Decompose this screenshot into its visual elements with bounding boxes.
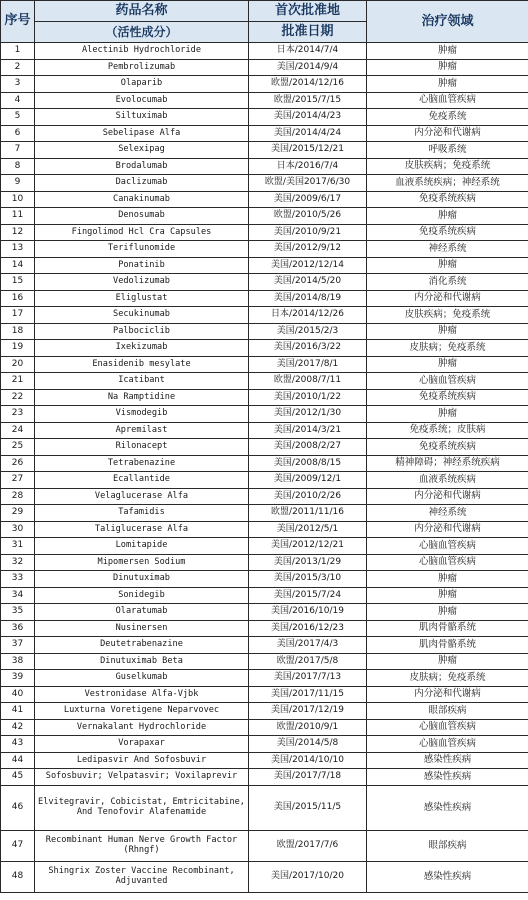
table-row — [1, 830, 528, 861]
row-index: 43 — [1, 736, 35, 753]
row-index: 13 — [1, 241, 35, 258]
approval-place-date-cell: 日本/2014/7/4 — [249, 43, 367, 60]
row-index: 27 — [1, 472, 35, 489]
table-row — [1, 406, 528, 423]
table-row — [1, 257, 528, 274]
row-index: 41 — [1, 703, 35, 720]
table-row — [1, 620, 528, 637]
drug-name-cell: Vestronidase Alfa-Vjbk — [35, 686, 249, 703]
therapeutic-area-cell: 肿瘤 — [367, 59, 528, 76]
drug-name-cell: Siltuximab — [35, 109, 249, 126]
drug-name-cell: Denosumab — [35, 208, 249, 225]
row-index: 35 — [1, 604, 35, 621]
drug-name-cell: Vedolizumab — [35, 274, 249, 291]
therapeutic-area-cell: 免疫系统疾病 — [367, 389, 528, 406]
row-index: 3 — [1, 76, 35, 93]
approval-place-date-cell: 美国/2017/4/3 — [249, 637, 367, 654]
drug-name-cell: Mipomersen Sodium — [35, 554, 249, 571]
row-index: 29 — [1, 505, 35, 522]
header-index: 序号 — [1, 1, 35, 43]
table-row — [1, 861, 528, 892]
table-row — [1, 703, 528, 720]
therapeutic-area-cell: 肌肉骨骼系统 — [367, 620, 528, 637]
drug-name-cell: Icatibant — [35, 373, 249, 390]
therapeutic-area-cell: 肿瘤 — [367, 356, 528, 373]
therapeutic-area-cell: 心脑血管疾病 — [367, 554, 528, 571]
drug-name-cell: Taliglucerase Alfa — [35, 521, 249, 538]
row-index: 23 — [1, 406, 35, 423]
approval-place-date-cell: 美国/2014/10/10 — [249, 752, 367, 769]
row-index: 19 — [1, 340, 35, 357]
row-index: 10 — [1, 191, 35, 208]
therapeutic-area-cell: 血液系统疾病 — [367, 472, 528, 489]
therapeutic-area-cell: 肌肉骨骼系统 — [367, 637, 528, 654]
row-index: 26 — [1, 455, 35, 472]
drug-name-cell: Palbociclib — [35, 323, 249, 340]
table-row — [1, 59, 528, 76]
table-row — [1, 109, 528, 126]
row-index: 8 — [1, 158, 35, 175]
therapeutic-area-cell: 免疫系统 — [367, 109, 528, 126]
row-index: 39 — [1, 670, 35, 687]
drug-name-cell: Pembrolizumab — [35, 59, 249, 76]
therapeutic-area-cell: 免疫系统；皮肤病 — [367, 422, 528, 439]
approval-place-date-cell: 美国/2010/1/22 — [249, 389, 367, 406]
therapeutic-area-cell: 内分泌和代谢病 — [367, 125, 528, 142]
drug-name-cell: Alectinib Hydrochloride — [35, 43, 249, 60]
approval-place-date-cell: 欧盟/2008/7/11 — [249, 373, 367, 390]
approval-place-date-cell: 美国/2017/8/1 — [249, 356, 367, 373]
row-index: 4 — [1, 92, 35, 109]
row-index: 5 — [1, 109, 35, 126]
approval-place-date-cell: 美国/2017/7/18 — [249, 769, 367, 786]
table-row — [1, 191, 528, 208]
therapeutic-area-cell: 肿瘤 — [367, 257, 528, 274]
table-row — [1, 604, 528, 621]
table-row — [1, 323, 528, 340]
table-row — [1, 76, 528, 93]
header-approval-place: 首次批准地 — [249, 1, 367, 22]
drug-name-cell: Olaparib — [35, 76, 249, 93]
table-row — [1, 356, 528, 373]
table-row — [1, 274, 528, 291]
approval-place-date-cell: 欧盟/2010/5/26 — [249, 208, 367, 225]
table-row — [1, 769, 528, 786]
table-body — [1, 43, 528, 893]
approval-place-date-cell: 美国/2008/8/15 — [249, 455, 367, 472]
row-index: 38 — [1, 653, 35, 670]
row-index: 6 — [1, 125, 35, 142]
table-row — [1, 587, 528, 604]
drug-name-cell: Dinutuximab — [35, 571, 249, 588]
approval-place-date-cell: 美国/2015/12/21 — [249, 142, 367, 159]
approval-place-date-cell: 美国/2014/5/20 — [249, 274, 367, 291]
table-row — [1, 686, 528, 703]
approval-place-date-cell: 美国/2012/1/30 — [249, 406, 367, 423]
approval-place-date-cell: 美国/2017/10/20 — [249, 861, 367, 892]
table-row — [1, 43, 528, 60]
drug-name-cell: Sonidegib — [35, 587, 249, 604]
approval-place-date-cell: 美国/2015/11/5 — [249, 785, 367, 830]
table-row — [1, 571, 528, 588]
row-index: 36 — [1, 620, 35, 637]
approval-place-date-cell: 日本/2014/12/26 — [249, 307, 367, 324]
approval-place-date-cell: 美国/2014/5/8 — [249, 736, 367, 753]
therapeutic-area-cell: 皮肤疾病；免疫系统 — [367, 307, 528, 324]
therapeutic-area-cell: 神经系统 — [367, 241, 528, 258]
drug-name-cell: Evolocumab — [35, 92, 249, 109]
therapeutic-area-cell: 感染性疾病 — [367, 861, 528, 892]
approval-place-date-cell: 美国/2014/4/24 — [249, 125, 367, 142]
approval-place-date-cell: 美国/2013/1/29 — [249, 554, 367, 571]
drug-name-cell: Vorapaxar — [35, 736, 249, 753]
therapeutic-area-cell: 皮肤病；免疫系统 — [367, 340, 528, 357]
row-index: 25 — [1, 439, 35, 456]
approval-place-date-cell: 美国/2014/8/19 — [249, 290, 367, 307]
row-index: 22 — [1, 389, 35, 406]
drug-name-cell: Ixekizumab — [35, 340, 249, 357]
table-row — [1, 224, 528, 241]
header-drug-name: 药品名称 — [35, 1, 249, 22]
drug-name-cell: Vernakalant Hydrochloride — [35, 719, 249, 736]
approval-place-date-cell: 欧盟/2017/7/6 — [249, 830, 367, 861]
row-index: 34 — [1, 587, 35, 604]
table-row — [1, 653, 528, 670]
table-row — [1, 455, 528, 472]
row-index: 28 — [1, 488, 35, 505]
table-row — [1, 505, 528, 522]
table-row — [1, 719, 528, 736]
approval-place-date-cell: 美国/2008/2/27 — [249, 439, 367, 456]
row-index: 32 — [1, 554, 35, 571]
header-approval-date: 批准日期 — [249, 22, 367, 43]
approval-place-date-cell: 欧盟/2014/12/16 — [249, 76, 367, 93]
row-index: 47 — [1, 830, 35, 861]
table-row — [1, 752, 528, 769]
row-index: 45 — [1, 769, 35, 786]
drug-name-cell: Sebelipase Alfa — [35, 125, 249, 142]
drug-name-cell: Enasidenib mesylate — [35, 356, 249, 373]
drug-name-cell: Velaglucerase Alfa — [35, 488, 249, 505]
approval-place-date-cell: 美国/2014/4/23 — [249, 109, 367, 126]
drug-name-cell: Ledipasvir And Sofosbuvir — [35, 752, 249, 769]
drug-name-cell: Teriflunomide — [35, 241, 249, 258]
row-index: 9 — [1, 175, 35, 192]
drug-name-cell: Secukinumab — [35, 307, 249, 324]
drug-name-cell: Shingrix Zoster Vaccine Recombinant, Adjuvanted — [35, 861, 249, 892]
drug-name-cell: Recombinant Human Nerve Growth Factor (Rhngf) — [35, 830, 249, 861]
table-row — [1, 125, 528, 142]
therapeutic-area-cell: 消化系统 — [367, 274, 528, 291]
drug-name-cell: Tetrabenazine — [35, 455, 249, 472]
drug-name-cell: Vismodegib — [35, 406, 249, 423]
therapeutic-area-cell: 内分泌和代谢病 — [367, 521, 528, 538]
drug-name-cell: Elvitegravir, Cobicistat, Emtricitabine, And Tenofovir Alafenamide — [35, 785, 249, 830]
therapeutic-area-cell: 皮肤病；免疫系统 — [367, 670, 528, 687]
drug-name-cell: Ponatinib — [35, 257, 249, 274]
therapeutic-area-cell: 肿瘤 — [367, 208, 528, 225]
row-index: 37 — [1, 637, 35, 654]
table-row — [1, 389, 528, 406]
drug-name-cell: Na Ramptidine — [35, 389, 249, 406]
therapeutic-area-cell: 精神障碍；神经系统疾病 — [367, 455, 528, 472]
approval-place-date-cell: 美国/2015/2/3 — [249, 323, 367, 340]
table-row — [1, 208, 528, 225]
therapeutic-area-cell: 眼部疾病 — [367, 830, 528, 861]
drug-name-cell: Brodalumab — [35, 158, 249, 175]
drug-name-cell: Guselkumab — [35, 670, 249, 687]
row-index: 16 — [1, 290, 35, 307]
therapeutic-area-cell: 感染性疾病 — [367, 769, 528, 786]
row-index: 20 — [1, 356, 35, 373]
table-row — [1, 307, 528, 324]
approval-place-date-cell: 美国/2014/3/21 — [249, 422, 367, 439]
drug-name-cell: Rilonacept — [35, 439, 249, 456]
table-row — [1, 488, 528, 505]
approval-place-date-cell: 美国/2012/9/12 — [249, 241, 367, 258]
drug-name-cell: Luxturna Voretigene Neparvovec — [35, 703, 249, 720]
therapeutic-area-cell: 免疫系统疾病 — [367, 191, 528, 208]
drug-name-cell: Eliglustat — [35, 290, 249, 307]
drug-name-cell: Nusinersen — [35, 620, 249, 637]
table-row — [1, 373, 528, 390]
header-active-ingredient: （活性成分） — [35, 22, 249, 43]
table-row — [1, 736, 528, 753]
therapeutic-area-cell: 肿瘤 — [367, 587, 528, 604]
therapeutic-area-cell: 肿瘤 — [367, 653, 528, 670]
row-index: 2 — [1, 59, 35, 76]
drug-name-cell: Daclizumab — [35, 175, 249, 192]
therapeutic-area-cell: 血液系统疾病；神经系统 — [367, 175, 528, 192]
therapeutic-area-cell: 内分泌和代谢病 — [367, 686, 528, 703]
approval-place-date-cell: 美国/2017/11/15 — [249, 686, 367, 703]
table-row — [1, 92, 528, 109]
approval-place-date-cell: 欧盟/美国2017/6/30 — [249, 175, 367, 192]
approval-place-date-cell: 美国/2012/5/1 — [249, 521, 367, 538]
approval-place-date-cell: 美国/2012/12/21 — [249, 538, 367, 555]
approval-place-date-cell: 欧盟/2015/7/15 — [249, 92, 367, 109]
approval-place-date-cell: 美国/2016/3/22 — [249, 340, 367, 357]
therapeutic-area-cell: 肿瘤 — [367, 43, 528, 60]
table-row — [1, 241, 528, 258]
approval-place-date-cell: 美国/2009/6/17 — [249, 191, 367, 208]
row-index: 11 — [1, 208, 35, 225]
drug-name-cell: Dinutuximab Beta — [35, 653, 249, 670]
drug-name-cell: Tafamidis — [35, 505, 249, 522]
therapeutic-area-cell: 免疫系统疾病 — [367, 439, 528, 456]
approval-place-date-cell: 欧盟/2017/5/8 — [249, 653, 367, 670]
drug-name-cell: Selexipag — [35, 142, 249, 159]
row-index: 14 — [1, 257, 35, 274]
approval-place-date-cell: 欧盟/2011/11/16 — [249, 505, 367, 522]
therapeutic-area-cell: 呼吸系统 — [367, 142, 528, 159]
therapeutic-area-cell: 心脑血管疾病 — [367, 92, 528, 109]
table-row — [1, 422, 528, 439]
therapeutic-area-cell: 心脑血管疾病 — [367, 719, 528, 736]
table-row — [1, 439, 528, 456]
therapeutic-area-cell: 免疫系统疾病 — [367, 224, 528, 241]
row-index: 46 — [1, 785, 35, 830]
therapeutic-area-cell: 心脑血管疾病 — [367, 538, 528, 555]
table-row — [1, 472, 528, 489]
row-index: 33 — [1, 571, 35, 588]
approval-place-date-cell: 美国/2016/12/23 — [249, 620, 367, 637]
row-index: 44 — [1, 752, 35, 769]
table-row — [1, 290, 528, 307]
approval-place-date-cell: 美国/2012/12/14 — [249, 257, 367, 274]
therapeutic-area-cell: 心脑血管疾病 — [367, 373, 528, 390]
row-index: 1 — [1, 43, 35, 60]
therapeutic-area-cell: 肿瘤 — [367, 406, 528, 423]
row-index: 42 — [1, 719, 35, 736]
therapeutic-area-cell: 内分泌和代谢病 — [367, 290, 528, 307]
table-row — [1, 554, 528, 571]
approval-place-date-cell: 欧盟/2010/9/1 — [249, 719, 367, 736]
therapeutic-area-cell: 皮肤疾病；免疫系统 — [367, 158, 528, 175]
table-row — [1, 670, 528, 687]
therapeutic-area-cell: 肿瘤 — [367, 571, 528, 588]
therapeutic-area-cell: 肿瘤 — [367, 323, 528, 340]
row-index: 15 — [1, 274, 35, 291]
row-index: 18 — [1, 323, 35, 340]
therapeutic-area-cell: 肿瘤 — [367, 604, 528, 621]
row-index: 30 — [1, 521, 35, 538]
therapeutic-area-cell: 内分泌和代谢病 — [367, 488, 528, 505]
approval-place-date-cell: 美国/2015/7/24 — [249, 587, 367, 604]
header-therapeutic-area: 治疗领域 — [367, 1, 528, 43]
table-row — [1, 142, 528, 159]
drug-name-cell: Ecallantide — [35, 472, 249, 489]
table-row — [1, 175, 528, 192]
approval-place-date-cell: 美国/2014/9/4 — [249, 59, 367, 76]
table-row — [1, 637, 528, 654]
row-index: 48 — [1, 861, 35, 892]
drug-name-cell: Apremilast — [35, 422, 249, 439]
row-index: 24 — [1, 422, 35, 439]
therapeutic-area-cell: 眼部疾病 — [367, 703, 528, 720]
approval-place-date-cell: 日本/2016/7/4 — [249, 158, 367, 175]
approval-place-date-cell: 美国/2016/10/19 — [249, 604, 367, 621]
row-index: 40 — [1, 686, 35, 703]
table-row — [1, 521, 528, 538]
row-index: 7 — [1, 142, 35, 159]
drug-name-cell: Fingolimod Hcl Cra Capsules — [35, 224, 249, 241]
therapeutic-area-cell: 神经系统 — [367, 505, 528, 522]
row-index: 31 — [1, 538, 35, 555]
drug-name-cell: Lomitapide — [35, 538, 249, 555]
table-row — [1, 785, 528, 830]
table-row — [1, 158, 528, 175]
drug-name-cell: Olaratumab — [35, 604, 249, 621]
drug-name-cell: Deutetrabenazine — [35, 637, 249, 654]
drug-name-cell: Sofosbuvir; Velpatasvir; Voxilaprevir — [35, 769, 249, 786]
approval-place-date-cell: 美国/2017/7/13 — [249, 670, 367, 687]
approval-place-date-cell: 美国/2009/12/1 — [249, 472, 367, 489]
drug-name-cell: Canakinumab — [35, 191, 249, 208]
row-index: 17 — [1, 307, 35, 324]
table-row — [1, 340, 528, 357]
therapeutic-area-cell: 肿瘤 — [367, 76, 528, 93]
approval-place-date-cell: 美国/2017/12/19 — [249, 703, 367, 720]
approval-place-date-cell: 美国/2015/3/10 — [249, 571, 367, 588]
therapeutic-area-cell: 感染性疾病 — [367, 752, 528, 769]
approval-place-date-cell: 美国/2010/2/26 — [249, 488, 367, 505]
approval-place-date-cell: 美国/2010/9/21 — [249, 224, 367, 241]
therapeutic-area-cell: 心脑血管疾病 — [367, 736, 528, 753]
table-row — [1, 538, 528, 555]
row-index: 21 — [1, 373, 35, 390]
therapeutic-area-cell: 感染性疾病 — [367, 785, 528, 830]
row-index: 12 — [1, 224, 35, 241]
